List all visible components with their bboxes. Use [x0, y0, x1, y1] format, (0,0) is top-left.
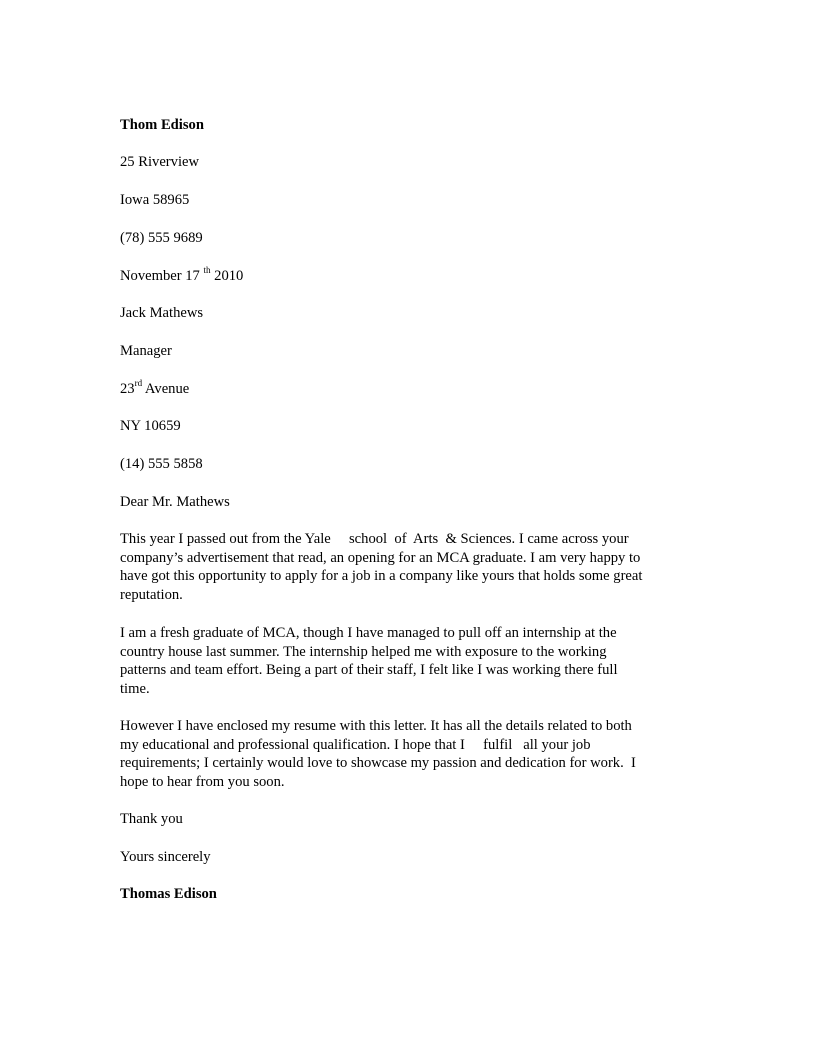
- recipient-title: Manager: [120, 343, 172, 359]
- paragraph-line: my educational and professional qualification. I hope that I fulfil all your job: [120, 736, 591, 753]
- date-prefix: November 17: [120, 268, 200, 284]
- sender-city: Iowa 58965: [120, 192, 190, 208]
- paragraph-line: have got this opportunity to apply for a job in a company like yours that holds some great: [120, 568, 643, 585]
- paragraph-line: This year I passed out from the Yale school of Arts & Sciences. I came across your: [120, 531, 629, 547]
- signature: Thomas Edison: [120, 886, 217, 902]
- date-suffix: th: [203, 265, 211, 276]
- recipient-street: [120, 380, 189, 398]
- sender-name: Thom Edison: [120, 117, 204, 133]
- recipient-phone: (14) 555 5858: [120, 456, 203, 472]
- street-rest: Avenue: [142, 381, 190, 397]
- letter-date: [120, 267, 243, 285]
- body-paragraph-2: [120, 624, 680, 698]
- street-suffix: rd: [134, 378, 143, 389]
- street-number: 23: [120, 381, 135, 397]
- salutation: Dear Mr. Mathews: [120, 494, 230, 510]
- paragraph-line: I am a fresh graduate of MCA, though I have managed to pull off an internship at the: [120, 625, 617, 641]
- sender-phone: (78) 555 9689: [120, 230, 203, 246]
- paragraph-line: requirements; I certainly would love to showcase my passion and dedication for work. I: [120, 755, 636, 772]
- paragraph-line: country house last summer. The internship helped me with exposure to the working: [120, 643, 607, 660]
- date-year: 2010: [210, 268, 244, 284]
- closing-thanks: Thank you: [120, 811, 183, 827]
- paragraph-line: However I have enclosed my resume with this letter. It has all the details related to both: [120, 718, 632, 734]
- closing: Yours sincerely: [120, 849, 211, 865]
- recipient-name: Jack Mathews: [120, 305, 204, 321]
- paragraph-line: reputation.: [120, 586, 183, 603]
- paragraph-line: company’s advertisement that read, an opening for an MCA graduate. I am very happy to: [120, 549, 641, 566]
- paragraph-line: patterns and team effort. Being a part of their staff, I felt like I was working there full: [120, 662, 618, 679]
- body-paragraph-1: [120, 530, 680, 604]
- recipient-city: NY 10659: [120, 418, 181, 434]
- paragraph-line: hope to hear from you soon.: [120, 773, 285, 790]
- sender-street: 25 Riverview: [120, 154, 200, 170]
- body-paragraph-3: [120, 717, 680, 791]
- paragraph-line: time.: [120, 680, 150, 697]
